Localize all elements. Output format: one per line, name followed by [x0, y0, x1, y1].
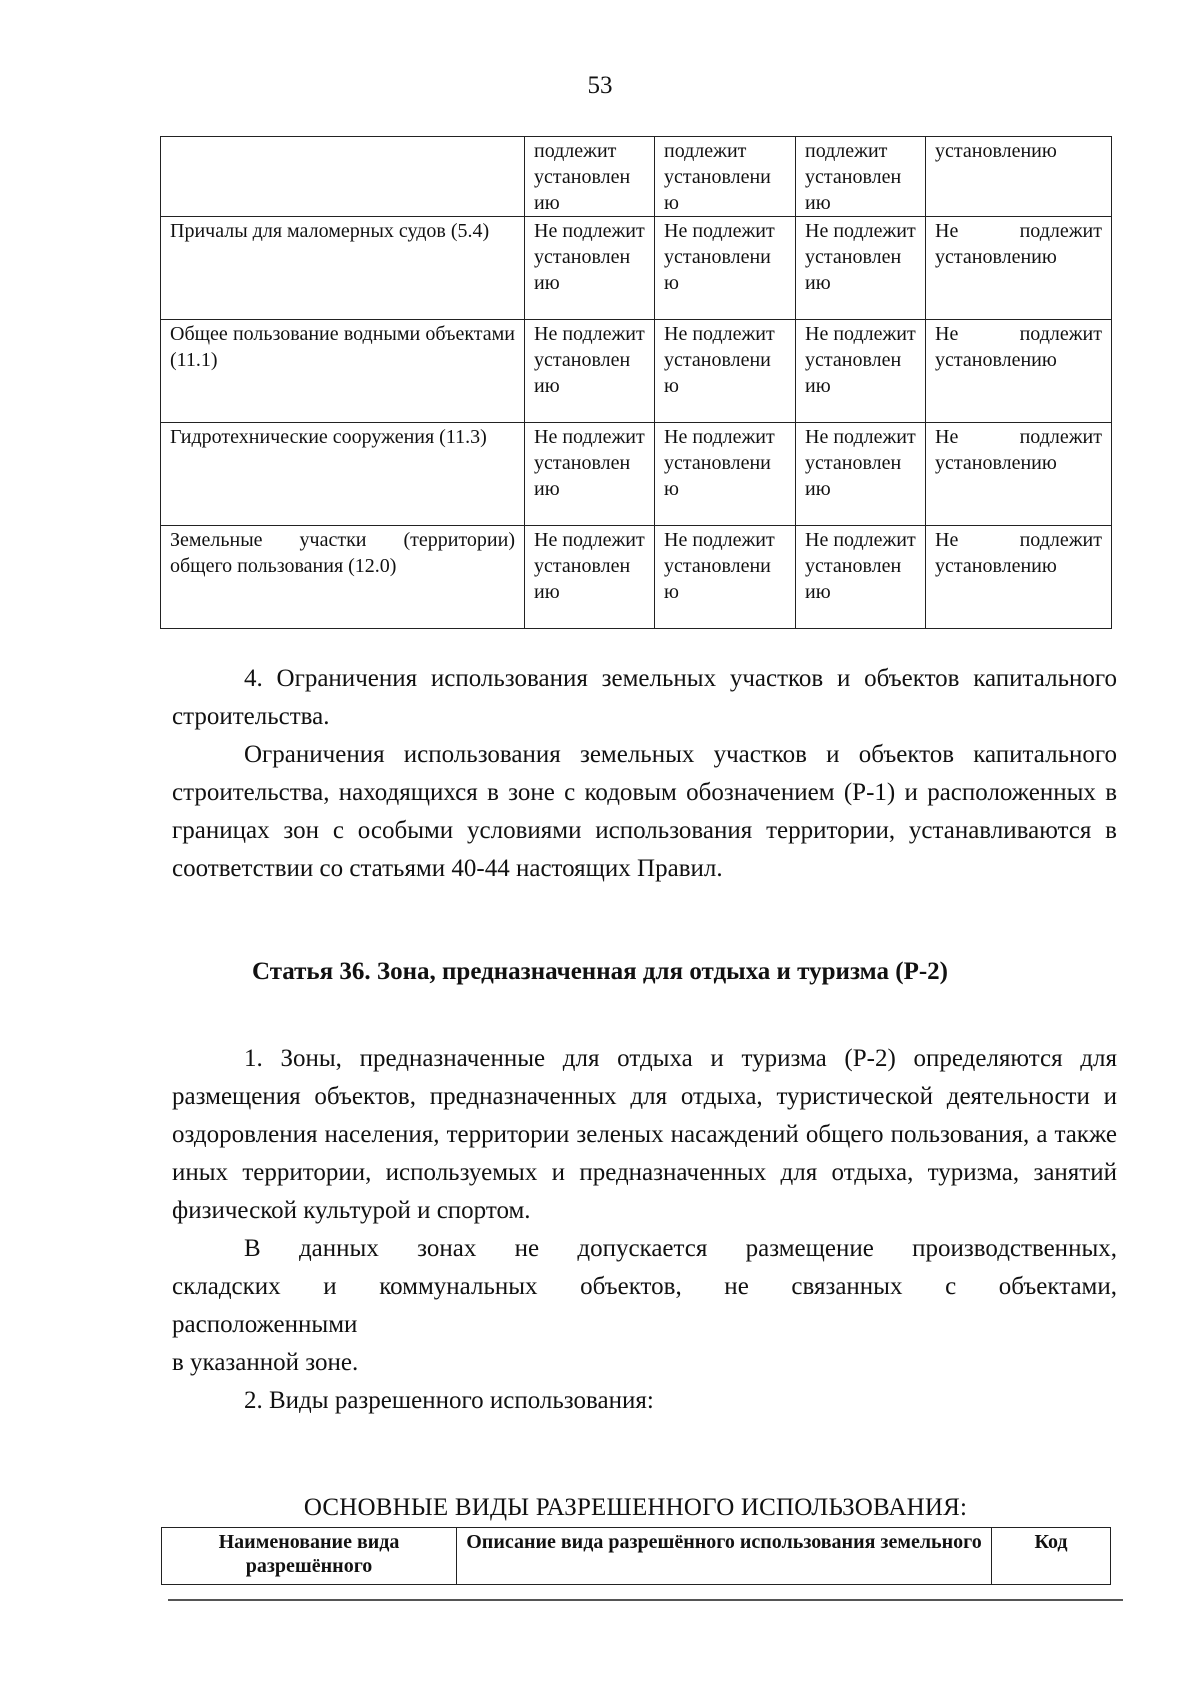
article-body	[172, 1040, 1117, 1420]
article-paragraph-2-line-1: В данных зонах не допускается размещение производственных,	[244, 1235, 1117, 1262]
article-paragraph-2-line-4: в указанной зоне.	[172, 1349, 359, 1376]
table-row	[161, 526, 1112, 629]
table-cell: Не подлежит установлени ю	[655, 217, 796, 320]
table-cell: Не подлежит установлен ию	[796, 217, 926, 320]
table-cell: Не подлежит установлению	[926, 320, 1112, 423]
article-paragraph-2-line-2: складских и коммунальных объектов, не связанных с объектами,	[172, 1273, 1117, 1300]
table-cell: Не подлежит установлен ию	[525, 217, 655, 320]
use-type-name: Причалы для маломерных судов (5.4)	[161, 217, 525, 320]
table-cell: Не подлежит установлени ю	[655, 320, 796, 423]
table-row	[161, 423, 1112, 526]
table-cell: Не подлежит установлению	[926, 526, 1112, 629]
table-cell: подлежит установлени ю	[655, 137, 796, 217]
table-cell: подлежит установлен ию	[525, 137, 655, 217]
section-4	[172, 660, 1117, 888]
limits-table	[160, 136, 1112, 629]
table-cell: Не подлежит установлени ю	[655, 423, 796, 526]
table-row	[161, 217, 1112, 320]
table-cell	[161, 137, 525, 217]
table-cell: установлению	[926, 137, 1112, 217]
uses-caption: ОСНОВНЫЕ ВИДЫ РАЗРЕШЕННОГО ИСПОЛЬЗОВАНИЯ:	[303, 1494, 968, 1521]
article-paragraph-3: 2. Виды разрешенного использования:	[244, 1387, 654, 1414]
table-cell: Не подлежит установлен ию	[525, 423, 655, 526]
table-cell: Не подлежит установлен ию	[796, 320, 926, 423]
table-row	[161, 137, 1112, 217]
article-heading: Статья 36. Зона, предназначенная для отдыха и туризма (Р-2)	[251, 958, 948, 985]
column-header-code: Код	[992, 1528, 1111, 1585]
use-type-name: Общее пользование водными объектами (11.1)	[161, 320, 525, 423]
table-header-row	[162, 1528, 1111, 1585]
table-row	[161, 320, 1112, 423]
use-type-name: Гидротехнические сооружения (11.3)	[161, 423, 525, 526]
page-number: 53	[587, 72, 613, 99]
table-cell: Не подлежит установлению	[926, 423, 1112, 526]
column-header-description: Описание вида разрешённого использования земельного	[457, 1528, 992, 1585]
article-paragraph-1: 1. Зоны, предназначенные для отдыха и туризма (Р-2) определяются для размещения объектов, предназначенных для отдыха, туристической деятельности и оздоровления населения, территории зеленых насаждений общего пользования, а также иных территории, используемых и предназначенных для отдыха, туризма, занятий физической культурой и спортом.	[172, 1045, 1117, 1224]
table-cell: Не подлежит установлени ю	[655, 526, 796, 629]
table-cell: Не подлежит установлен ию	[525, 320, 655, 423]
table-cell: подлежит установлен ию	[796, 137, 926, 217]
uses-table	[161, 1527, 1111, 1585]
use-type-name: Земельные участки (территории) общего пользования (12.0)	[161, 526, 525, 629]
table-cell: Не подлежит установлен ию	[796, 423, 926, 526]
column-header-name: Наименование вида разрешённого	[162, 1528, 457, 1585]
table-cell: Не подлежит установлен ию	[796, 526, 926, 629]
section-4-heading: 4. Ограничения использования земельных участков и объектов капитального строительства.	[172, 665, 1117, 730]
table-cell: Не подлежит установлен ию	[525, 526, 655, 629]
section-4-paragraph: Ограничения использования земельных участков и объектов капитального строительства, находящихся в зоне с кодовым обозначением (Р-1) и расположенных в границах зон с особыми условиями использования территории, устанавливаются в соответствии со статьями 40-44 настоящих Правил.	[172, 741, 1117, 882]
article-paragraph-2-line-3: расположенными	[172, 1311, 358, 1338]
bottom-rule	[168, 1599, 1123, 1601]
table-cell: Не подлежит установлению	[926, 217, 1112, 320]
